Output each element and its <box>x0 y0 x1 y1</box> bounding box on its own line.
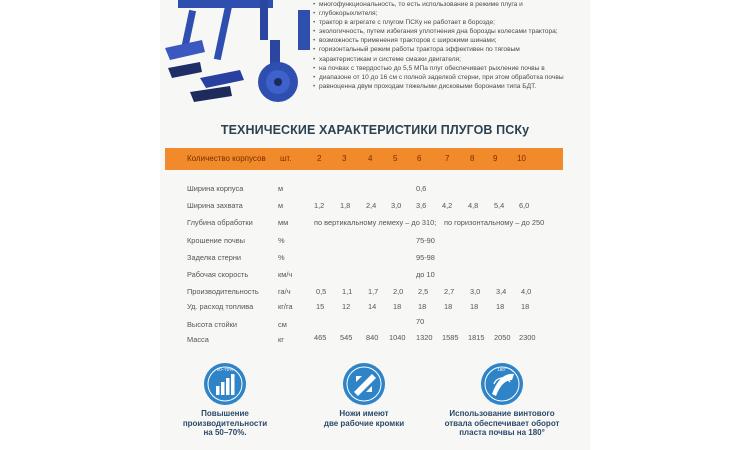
list-item: • равноценна двум проходам тяжелыми дисковыми боронами типа БДТ. <box>313 82 588 91</box>
productivity-chart-icon <box>203 362 247 406</box>
header-unit: шт. <box>280 154 292 163</box>
header-col: 10 <box>517 154 526 163</box>
list-item: • многофункциональность, то есть использование в режиме плуга и <box>313 0 588 9</box>
header-col: 5 <box>393 154 398 163</box>
advantages-list <box>313 0 588 91</box>
feature-caption: Повышение производительности на 50–70%. <box>182 409 268 437</box>
feature-caption: Ножи имеют две рабочие кромки <box>323 409 405 428</box>
list-item: • экологичность, путем избегания уплотнения дна борозды колесами трактора; <box>313 27 588 36</box>
list-item: • диапазоне от 10 до 16 см с полной заделкой стерни, при этом обработка почвы <box>313 73 588 82</box>
table-header <box>165 148 563 170</box>
list-item: • характеристикам и системе смазки двигателя; <box>313 55 588 64</box>
svg-text:180°: 180° <box>497 367 507 372</box>
header-col: 3 <box>342 154 347 163</box>
header-col: 6 <box>417 154 422 163</box>
list-item: • горизонтальный режим работы трактора эффективен по тяговым <box>313 45 588 54</box>
feature-productivity <box>203 362 247 406</box>
feature-moldboard <box>480 362 524 406</box>
header-col: 8 <box>470 154 475 163</box>
list-item: • на почвах с твердостью до 5,5 МПа плуг обеспечивает рыхление почвы в <box>313 64 588 73</box>
plow-illustration <box>160 0 310 110</box>
header-col: 2 <box>317 154 322 163</box>
list-item: • глубокорыхлителя; <box>313 9 588 18</box>
header-label: Количество корпусов <box>187 154 266 163</box>
header-col: 7 <box>445 154 450 163</box>
list-item: • трактор в агрегате с плугом ПСКу не работает в борозде; <box>313 18 588 27</box>
feature-blades <box>342 362 386 406</box>
header-col: 4 <box>368 154 373 163</box>
section-title: ТЕХНИЧЕСКИЕ ХАРАКТЕРИСТИКИ ПЛУГОВ ПСКу <box>220 123 530 137</box>
feature-caption: Использование винтового отвала обеспечивает оборот пласта почвы на 180° <box>444 409 560 437</box>
screw-moldboard-icon <box>480 362 524 406</box>
header-col: 9 <box>493 154 498 163</box>
list-item: • возможность применения тракторов с широкими шинами; <box>313 36 588 45</box>
svg-text:50–70%: 50–70% <box>216 367 234 372</box>
double-edge-blade-icon <box>342 362 386 406</box>
